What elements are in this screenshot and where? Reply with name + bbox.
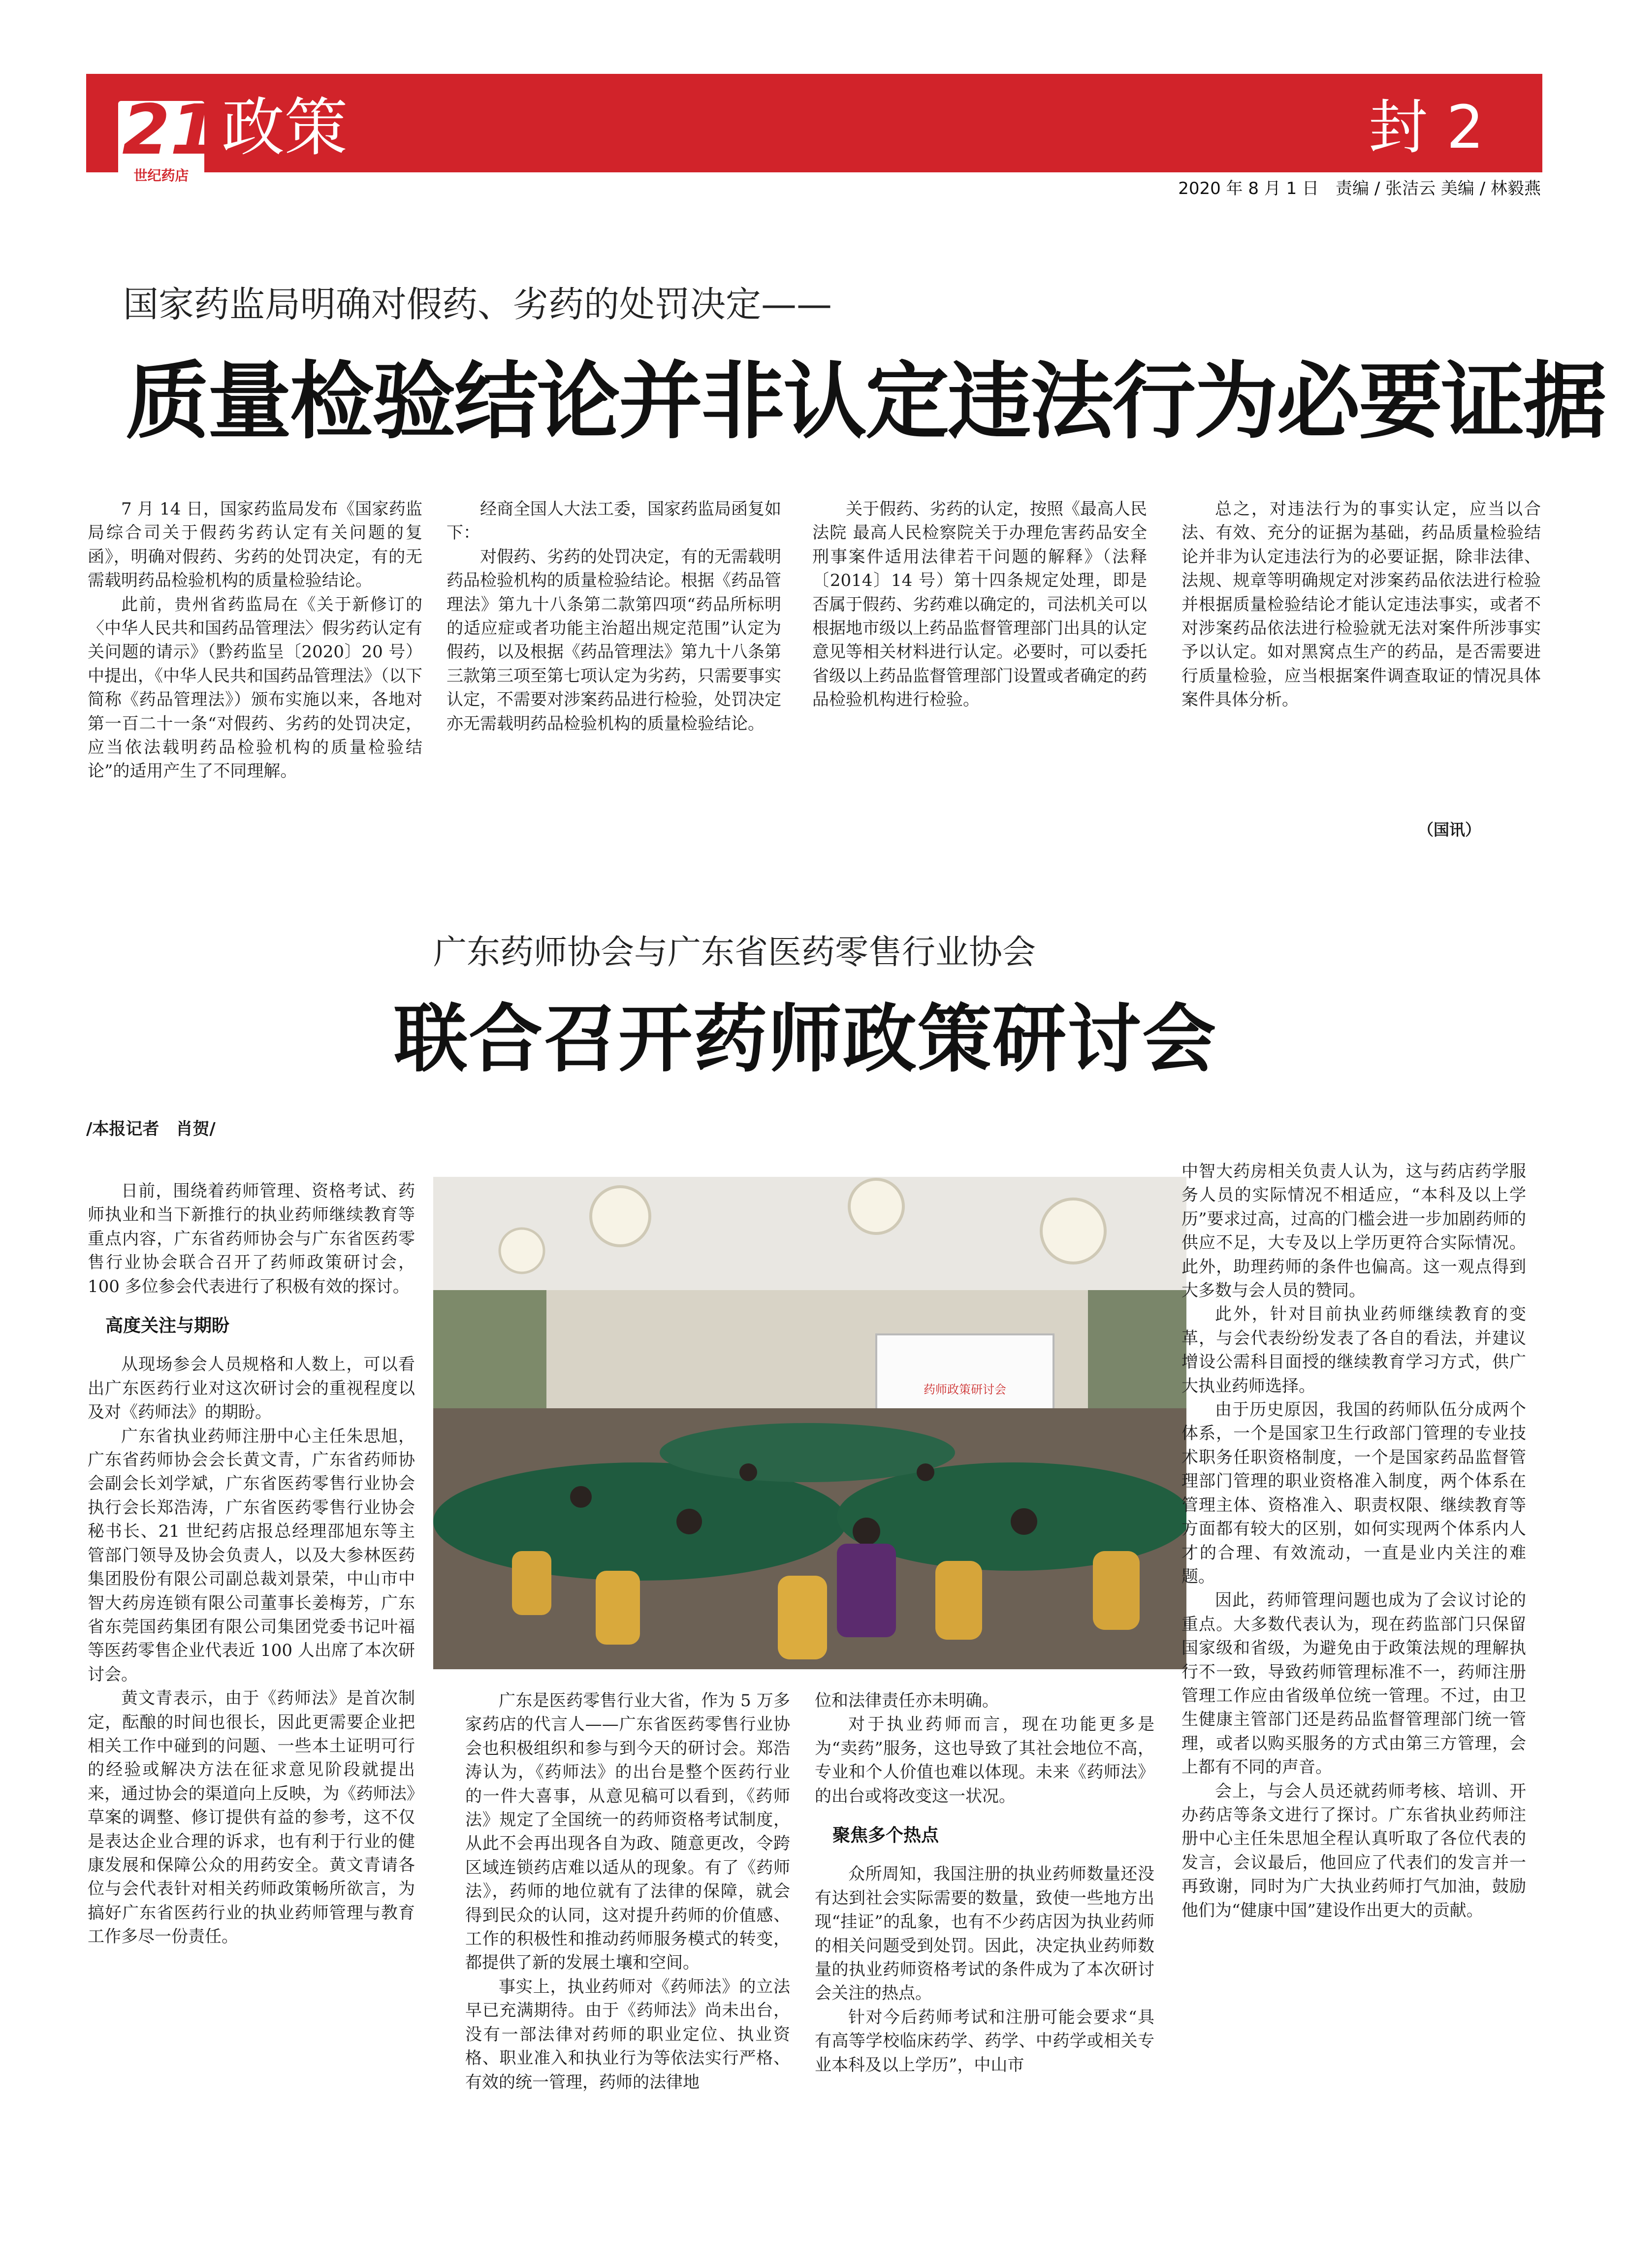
article1-credit: （国讯） xyxy=(1418,820,1481,839)
article1-paragraph: 经商全国人大法工委，国家药监局函复如下： xyxy=(447,499,781,543)
article1-column-3 xyxy=(812,497,1147,842)
section-title: 政策 xyxy=(222,91,348,164)
page-number: 封 2 xyxy=(1369,94,1484,162)
article2-paragraph: 众所周知，我国注册的执业药师数量还没有达到社会实际需要的数量，致使一些地方出现“挂证”的乱象，也有不少药店因为执业药师的相关问题受到处罚。因此，决定执业药师数量的执业药师资格考试的条件成为了本次研讨会关注的热点。 xyxy=(815,1864,1154,2004)
article2-kicker: 广东药师协会与广东省医药零售行业协会 xyxy=(433,933,1036,972)
article1-paragraph: 关于假药、劣药的认定，按照《最高人民法院 最高人民检察院关于办理危害药品安全刑事案件适用法律若干问题的解释》（法释〔2014〕14 号）第十四条规定处理，即是否属于假药、劣药难以确定的，司法机关可以根据地市级以上药品监督管理部门出具的认定意见等相关材料进行认定。必要时，可以委托省级以上药品监督管理部门设置或者确定的药品检验机构进行检验。 xyxy=(812,499,1147,710)
article2-paragraph: 因此，药师管理问题也成为了会议讨论的重点。大多数代表认为，现在药监部门只保留国家级和省级，为避免由于政策法规的理解执行不一致，导致药师管理标准不一，药师注册管理工作应由省级单位统一管理。不过，由卫生健康主管部门还是药品监督管理部门统一管理，或者以购买服务的方式由第三方管理，会上都有不同的声音。 xyxy=(1181,1590,1526,1778)
article2-subheading: 聚焦多个热点 xyxy=(832,1825,939,1846)
article2-paragraph: 广东省执业药师注册中心主任朱思旭，广东省药师协会会长黄文青，广东省药师协会副会长刘学斌，广东省医药零售行业协会执行会长郑浩涛，广东省医药零售行业协会秘书长、21 世纪药店报总经理邵旭东等主管部门领导及协会负责人，以及大参林医药集团股份有限公司副总裁刘景荣，中山市中智大药房连锁有限公司董事长姜梅芳，广东省东莞国药集团有限公司集团党委书记叶福等医药零售企业代表近 100 人出席了本次研讨会。 xyxy=(88,1426,415,1685)
article2-column-4 xyxy=(1181,1160,1526,2184)
logo-text: 世纪药店 xyxy=(133,167,189,184)
article1-paragraph: 此前，贵州省药监局在《关于新修订的〈中华人民共和国药品管理法〉假劣药认定有关问题的请示》（黔药监呈〔2020〕20 号）中提出，《中华人民共和国药品管理法》（以下简称《药品管理法》）颁布实施以来，各地对第一百二十一条“对假药、劣药的处罚决定，应当依法载明药品检验机构的质量检验结论”的适用产生了不同理解。 xyxy=(88,594,422,781)
article2-headline: 联合召开药师政策研讨会 xyxy=(394,996,1217,1082)
logo-number: 21 xyxy=(122,90,218,170)
issue-meta: 2020 年 8 月 1 日 责编 / 张洁云 美编 / 林毅燕 xyxy=(1178,179,1541,198)
article2-byline: /本报记者 肖贺/ xyxy=(86,1119,216,1139)
article2-paragraph: 从现场参会人员规格和人数上，可以看出广东医药行业对这次研讨会的重视程度以及对《药师法》的期盼。 xyxy=(88,1355,415,1423)
article1-column-4 xyxy=(1181,497,1541,822)
article2-paragraph: 会上，与会人员还就药师考核、培训、开办药店等条文进行了探讨。广东省执业药师注册中心主任朱思旭全程认真听取了各位代表的发言，会议最后，他回应了代表们的发言并一再致谢，同时为广大执业药师打气加油，鼓励他们为“健康中国”建设作出更大的贡献。 xyxy=(1181,1781,1526,1920)
article1-paragraph: 对假药、劣药的处罚决定，有的无需载明药品检验机构的质量检验结论。根据《药品管理法》第九十八条第二款第四项“药品所标明的适应症或者功能主治超出规定范围”认定为假药，以及根据《药品管理法》第九十八条第三款第三项至第七项认定为劣药，只需要事实认定，不需要对涉案药品进行检验，处罚决定亦无需载明药品检验机构的质量检验结论。 xyxy=(447,547,781,734)
article1-kicker: 国家药监局明确对假药、劣药的处罚决定—— xyxy=(123,284,832,325)
meeting-photo-illustration xyxy=(433,1177,1186,1669)
article2-paragraph: 由于历史原因，我国的药师队伍分成两个体系，一个是国家卫生行政部门管理的专业技术职务任职资格制度，一个是国家药品监督管理部门管理的职业资格准入制度，两个体系在管理主体、资格准入、职责权限、继续教育等方面都有较大的区别，如何实现两个体系内人才的合理、有效流动，一直是业内关注的难题。 xyxy=(1181,1400,1526,1587)
article2-paragraph: 日前，围绕着药师管理、资格考试、药师执业和当下新推行的执业药师继续教育等重点内容，广东省药师协会与广东省医药零售行业协会联合召开了药师政策研讨会，100 多位参会代表进行了积极有效的探讨。 xyxy=(88,1181,415,1296)
article2-paragraph: 事实上，执业药师对《药师法》的立法早已充满期待。由于《药师法》尚未出台，没有一部法律对药师的职业定位、执业资格、职业准入和执业行为等依法实行严格、有效的统一管理，药师的法律地 xyxy=(465,1976,790,2092)
article2-paragraph: 中智大药房相关负责人认为，这与药店药学服务人员的实际情况不相适应，“本科及以上学历”要求过高，过高的门槛会进一步加剧药师的供应不足，大专及以上学历更符合实际情况。此外，助理药师的条件也偏高。这一观点得到大多数与会人员的赞同。 xyxy=(1181,1162,1526,1301)
article2-paragraph: 此外，针对目前执业药师继续教育的变革，与会代表纷纷发表了各自的看法，并建议增设公需科目面授的继续教育学习方式，供广大执业药师选择。 xyxy=(1181,1304,1526,1396)
article1-paragraph: 总之，对违法行为的事实认定，应当以合法、有效、充分的证据为基础，药品质量检验结论并非为认定违法行为的必要证据，除非法律、法规、规章等明确规定对涉案药品依法进行检验并根据质量检验结论才能认定违法事实，或者不对涉案药品依法进行检验就无法对案件所涉事实予以认定。如对黑窝点生产的药品，是否需要进行质量检验，应当根据案件调查取证的情况具体案件具体分析。 xyxy=(1181,499,1541,710)
article2-paragraph: 对于执业药师而言，现在功能更多是为“卖药”服务，这也导致了其社会地位不高，专业和个人价值也难以体现。未来《药师法》的出台或将改变这一状况。 xyxy=(815,1715,1154,1806)
article1-paragraph: 7 月 14 日，国家药监局发布《国家药监局综合司关于假药劣药认定有关问题的复函》，明确对假药、劣药的处罚决定，有的无需载明药品检验机构的质量检验结论。 xyxy=(88,499,422,591)
article2-paragraph: 广东是医药零售行业大省，作为 5 万多家药店的代言人——广东省医药零售行业协会也积极组织和参与到今天的研讨会。郑浩涛认为，《药师法》的出台是整个医药行业的一件大喜事，从意见稿可以看到，《药师法》规定了全国统一的药师资格考试制度，从此不会再出现各自为政、随意更改，令跨区域连锁药店难以适从的现象。有了《药师法》，药师的地位就有了法律的保障，就会得到民众的认同，这对提升药师的价值感、工作的积极性和推动药师服务模式的转变，都提供了新的发展土壤和空间。 xyxy=(465,1691,790,1973)
article2-paragraph: 位和法律责任亦未明确。 xyxy=(815,1691,999,1711)
article2-column-1 xyxy=(88,1179,415,2184)
article2-column-3 xyxy=(815,1689,1154,2184)
article1-headline: 质量检验结论并非认定违法行为必要证据 xyxy=(126,352,1606,451)
screen-banner-text: 药师政策研讨会 xyxy=(924,1383,1006,1396)
article2-subheading: 高度关注与期盼 xyxy=(105,1316,230,1336)
article1-column-2 xyxy=(447,497,781,842)
article1-column-1 xyxy=(88,497,422,842)
article2-paragraph: 针对今后药师考试和注册可能会要求“具有高等学校临床药学、药学、中药学或相关专业本科及以上学历”，中山市 xyxy=(815,2007,1154,2075)
article2-column-2 xyxy=(465,1689,790,2184)
article2-paragraph: 黄文青表示，由于《药师法》是首次制定，酝酿的时间也很长，因此更需要企业把相关工作中碰到的问题、一些本土证明可行的经验或解决方法在征求意见阶段就提出来，通过协会的渠道向上反映，为《药师法》草案的调整、修订提供有益的参考，这不仅是表达企业合理的诉求，也有利于行业的健康发展和保障公众的用药安全。黄文青请各位与会代表针对相关药师政策畅所欲言，为搞好广东省医药行业的执业药师管理与教育工作多尽一份责任。 xyxy=(88,1688,415,1947)
meeting-photo xyxy=(433,1177,1186,1669)
